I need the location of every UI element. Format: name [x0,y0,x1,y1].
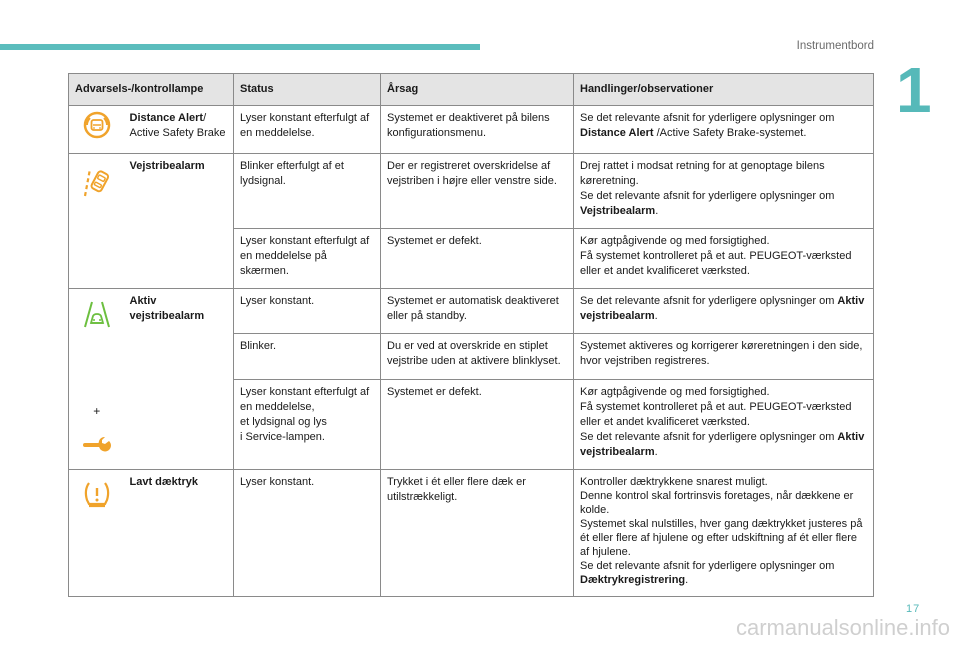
action-text: Kør agtpågivende og med forsigtighed. [580,385,770,398]
icon-cell [69,154,124,289]
chapter-number: 1 [896,54,932,126]
watermark: carmanualsonline.info [735,615,950,640]
status-cell: Lyser konstant. [234,289,381,334]
action-reference: Distance Alert [580,127,654,139]
action-cell [574,379,874,470]
action-text: Se det relevante afsnit for yderligere oplysninger om [580,295,835,307]
cause-cell: Der er registreret overskridelse af vejstriben i højre eller venstre side. [381,154,574,229]
lamp-name-primary: Distance Alert [129,112,204,124]
column-header-status: Status [234,74,381,106]
action-text: Drej rattet i modsat retning for at genoptage bilens køreretning. [580,160,825,187]
cause-cell: Trykket i ét eller flere dæk er utilstrækkeligt. [381,470,574,597]
section-title: Instrumentbord [796,40,874,52]
lamp-name: Aktiv vejstribealarm [124,289,234,470]
action-text: Kør agtpågivende og med forsigtighed. [580,235,770,247]
cause-cell: Systemet er defekt. [381,379,574,470]
action-cell [574,154,874,229]
action-text-suffix: /Active Safety Brake-systemet. [653,127,807,139]
icon-cell [69,470,124,597]
action-reference: Vejstribealarm [580,205,656,217]
table-header-row [69,74,874,106]
action-text: Se det relevante afsnit for yderligere oplysninger om Dæktrykregistrering. [580,560,835,586]
active-lane-keeping-icon [82,299,112,329]
column-header-actions: Handlinger/observationer [574,74,874,106]
status-cell: Lyser konstant efterfulgt af en meddelelse på skærmen. [234,229,381,289]
action-text: Få systemet kontrolleret på et aut. PEUGEOT-værksted eller et andet kvalificeret værksted. [580,400,852,428]
table-row [69,289,874,334]
warning-lamp-table [68,73,874,597]
action-cell: Se det relevante afsnit for yderligere oplysninger om Aktiv vejstribealarm. [574,289,874,334]
cause-cell: Systemet er automatisk deaktiveret eller på standby. [381,289,574,334]
icon-cell [69,289,124,470]
cause-cell: Systemet er defekt. [381,229,574,289]
action-cell [574,106,874,154]
icon-cell [69,106,124,154]
action-text: Se det relevante afsnit for yderligere oplysninger om [580,112,835,124]
table-row [69,106,874,154]
distance-alert-icon [83,111,111,139]
top-accent-bar [0,44,480,50]
lamp-name-secondary: / Active Safety Brake [129,112,226,139]
wrench-service-icon [82,435,112,455]
table-row [69,470,874,597]
status-cell: Blinker. [234,334,381,379]
action-reference: Aktiv vejstribealarm [580,430,865,458]
cause-cell: Du er ved at overskride en stiplet vejstribe uden at aktivere blinklyset. [381,334,574,379]
action-text: Se det relevante afsnit for yderligere oplysninger om Vejstribealarm. [580,190,835,217]
column-header-cause: Årsag [381,74,574,106]
action-text: Systemet skal nulstilles, hver gang dæktrykket justeres på ét eller flere af hjulene og efter udskiftning af ét eller flere af hjulene. [580,518,863,558]
action-cell [574,470,874,597]
status-cell: Lyser konstant efterfulgt af en meddelelse. [234,106,381,154]
plus-sign: + [93,404,101,418]
action-text: Se det relevante afsnit for yderligere oplysninger om Aktiv vejstribealarm. [580,430,865,458]
status-cell: Lyser konstant efterfulgt af en meddelelse, et lydsignal og lys i Service-lampen. [234,379,381,470]
action-cell: Systemet aktiveres og korrigerer køreretningen i den side, hvor vejstriben registreres. [574,334,874,379]
action-text: Denne kontrol skal fortrinsvis foretages, når dækkene er kolde. [580,490,854,516]
action-reference: Dæktrykregistrering [580,574,686,586]
action-reference: Aktiv vejstribealarm [580,295,865,322]
lamp-name [124,106,234,154]
table-row [69,154,874,229]
lane-departure-warning-icon [82,164,112,200]
lamp-name: Vejstribealarm [124,154,234,289]
status-cell: Lyser konstant. [234,470,381,597]
column-header-lamp: Advarsels-/kontrollampe [69,74,234,106]
page-number: 17 [906,603,921,615]
cause-cell: Systemet er deaktiveret på bilens konfigurationsmenu. [381,106,574,154]
status-cell: Blinker efterfulgt af et lydsignal. [234,154,381,229]
action-text: Få systemet kontrolleret på et aut. PEUGEOT-værksted eller et andet kvalificeret værksted. [580,250,852,277]
action-cell [574,229,874,289]
lamp-name: Lavt dæktryk [124,470,234,597]
action-text: Kontroller dæktrykkene snarest muligt. [580,476,768,488]
low-tyre-pressure-icon [82,480,112,508]
